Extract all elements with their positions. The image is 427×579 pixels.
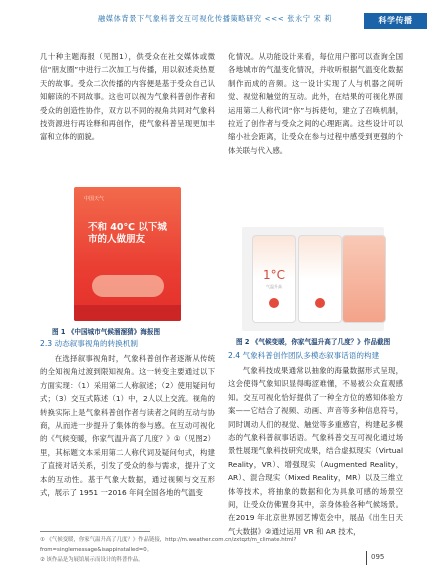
poster-footer-band bbox=[74, 305, 181, 321]
poster-brand-text: 中国天气 bbox=[84, 196, 105, 202]
footnote-2: ② 该作品是为展馆展示而设计的科普作品。 bbox=[40, 557, 144, 563]
left-paragraph-1: 几十种主题海报（见图1），供受众在社交媒体或微信“朋友圈”中进行二次加工与传播，用以叙述炎热夏天的故事。受众二次传播的内容便是基于受众自己认知解读的不同故事。这也可以视为气象科普创作者和受众的创造性协作，双方以不同的视角共同对气象科技资源进行再诠释和再创作，使气象科普呈现更加丰富和立体的面貌。 bbox=[40, 52, 215, 142]
footnote-divider bbox=[40, 531, 150, 532]
right-column-lower bbox=[228, 364, 403, 538]
figure-2-caption: 图 2 《气候变暖，你家气温升高了几度？》作品截图 bbox=[236, 338, 391, 346]
page-header bbox=[0, 13, 427, 29]
left-column bbox=[40, 50, 215, 144]
page-number: 095 bbox=[371, 553, 385, 561]
figure-1-caption: 图 1 《中国城市气候溜溜猜》海报图 bbox=[52, 328, 161, 336]
figure-1-poster bbox=[74, 187, 181, 321]
section-heading-2-3: 2.3 动态叙事视角的转换机制 bbox=[40, 339, 139, 348]
record-button-icon bbox=[269, 298, 279, 308]
left-paragraph-2: 在选择叙事视角时，气象科普创作者逐渐从传统的全知视角过渡到限知视角。这一转变主要通过以下方面实现：（1）采用第二人称叙述；（2）使用疑问句式；（3）交互式陈述（1）中，2人以上交流。视角的转换实际上是气象科普创作者与读者之间的互动与协商，从而进一步提升了集体的参与感。在互动可视化的《气候变暖，你家气温升高了几度？》①（见图2）里，其标题文本采用第二人称代词及疑问句式，构建了直接对话关系，引发了受众的参与需求，提升了文本的互动性。基于气象大数据，通过视频与交互形式，展示了 1951 一2016 年间全国各地的气温变 bbox=[40, 354, 215, 498]
cloud-icon bbox=[92, 275, 164, 297]
phone-screen-1 bbox=[252, 235, 296, 323]
right-column bbox=[228, 50, 403, 157]
section-badge: 科学传播 bbox=[364, 13, 427, 29]
poster-headline: 不和 40℃ 以下城市的人做朋友 bbox=[88, 222, 167, 245]
phone-screen-2 bbox=[298, 235, 342, 323]
figure-2-screenshot bbox=[242, 227, 384, 331]
temperature-subtitle: 气温升高 bbox=[266, 284, 282, 289]
right-paragraph-2: 气象科技成果通常以抽象的海量数据形式呈现，这会使得气象知识显得晦涩难懂，不易被公众直观感知。交互可视化恰好提供了一种全方位的感知体验方案——它结合了视频、动画、声音等多种信息符号，同时调动人们的视觉、触觉等多重感官，构建起多模态的气象科普叙事话语。气象科普交互可视化通过场景性展现气象科技研究成果，结合虚拟现实（Virtual Reality，VR）、增强现实（Augmented Reality，AR）、混合现实（Mixed Reality，MR）以及三维立体等技术，将抽象的数据和化为具象可感的场景空间，让受众仿佛置身其中，亲身体验各种气候场景。在2019 年北京世界园艺博览会中，展品《出生日天气大数据》②通过运用 VR 和 AR 技术， bbox=[228, 366, 403, 536]
page-number-bar bbox=[366, 551, 367, 565]
left-column-lower bbox=[40, 352, 215, 499]
phone-screen-3 bbox=[342, 235, 386, 323]
running-title: 融媒体背景下气象科普交互可视化传播策略研究 <<< 张永宁 宋 莉 bbox=[98, 14, 332, 23]
thermometer-icon bbox=[315, 298, 325, 308]
footnotes bbox=[40, 535, 395, 565]
footnote-1: ① 《气候变暖，你家气温升高了几度？》作品链接，http://m.weather.com.cn/zxtqzt/m_climate.html?from=singlemessage&isappinstalled=0。 bbox=[40, 537, 297, 553]
temperature-readout: 1°C bbox=[262, 268, 285, 282]
section-heading-2-4: 2.4 气象科普创作团队多模态叙事话语的构建 bbox=[228, 351, 380, 360]
right-paragraph-1: 化情况。从功能设计来看，每位用户都可以查询全国各地城市的气温变化情况，并收听根据气温变化数据制作而成的音频。这一设计实现了人与机器之间听觉、视觉和触觉的互动。此外，在结果的可视化界面运用第二人称代词“你”与拆使句，建立了召唤机制，拉近了创作者与受众之间的心理距离。这些设计可以缩小社会距离，让受众在参与过程中感受到更强的个体关联与代入感。 bbox=[228, 52, 403, 155]
